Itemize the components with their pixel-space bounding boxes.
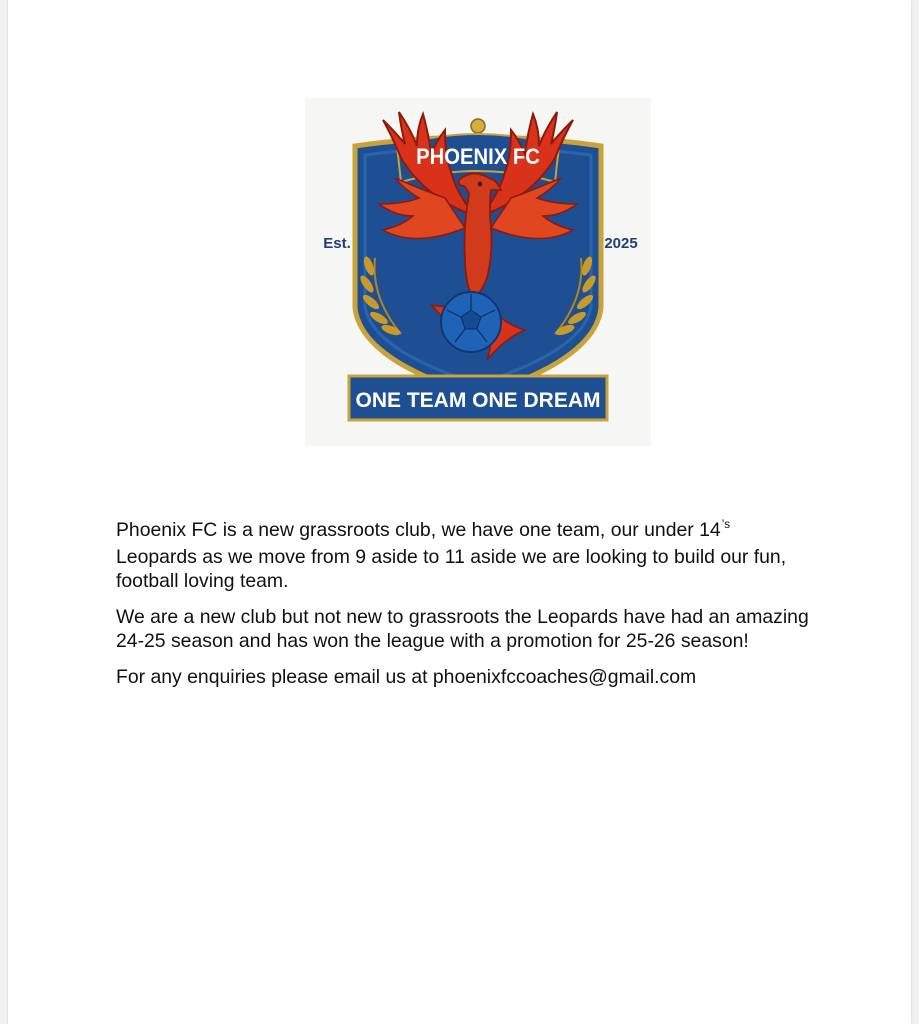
est-year: 2025 [604, 235, 638, 252]
paragraph-contact [116, 665, 816, 690]
paragraph-season: We are a new club but not new to grassroots the Leopards have had an amazing 24-25 season and has won the league with a promotion for 25-26 season! [116, 605, 809, 652]
contact-prefix: For any enquiries please email us at [116, 665, 433, 688]
contact-email: phoenixfccoaches@gmail.com [432, 665, 697, 688]
motto-text: ONE TEAM ONE DREAM [355, 389, 601, 412]
paragraph-intro-superscript: ’s [721, 517, 731, 531]
club-logo [305, 98, 651, 446]
body-text [116, 518, 816, 700]
club-crest-graphic [305, 98, 651, 446]
est-label: Est. [323, 235, 351, 252]
club-name-text: PHOENIX FC [416, 145, 540, 170]
crest-top-orb [471, 119, 485, 133]
document-page [8, 0, 911, 1024]
football-icon [441, 292, 501, 352]
paragraph-intro-main: Phoenix FC is a new grassroots club, we have one team, our under 14 [116, 519, 721, 541]
paragraph-intro-rest: Leopards as we move from 9 aside to 11 aside we are looking to build our fun, football loving team. [116, 545, 787, 592]
paragraph-intro [116, 518, 816, 594]
